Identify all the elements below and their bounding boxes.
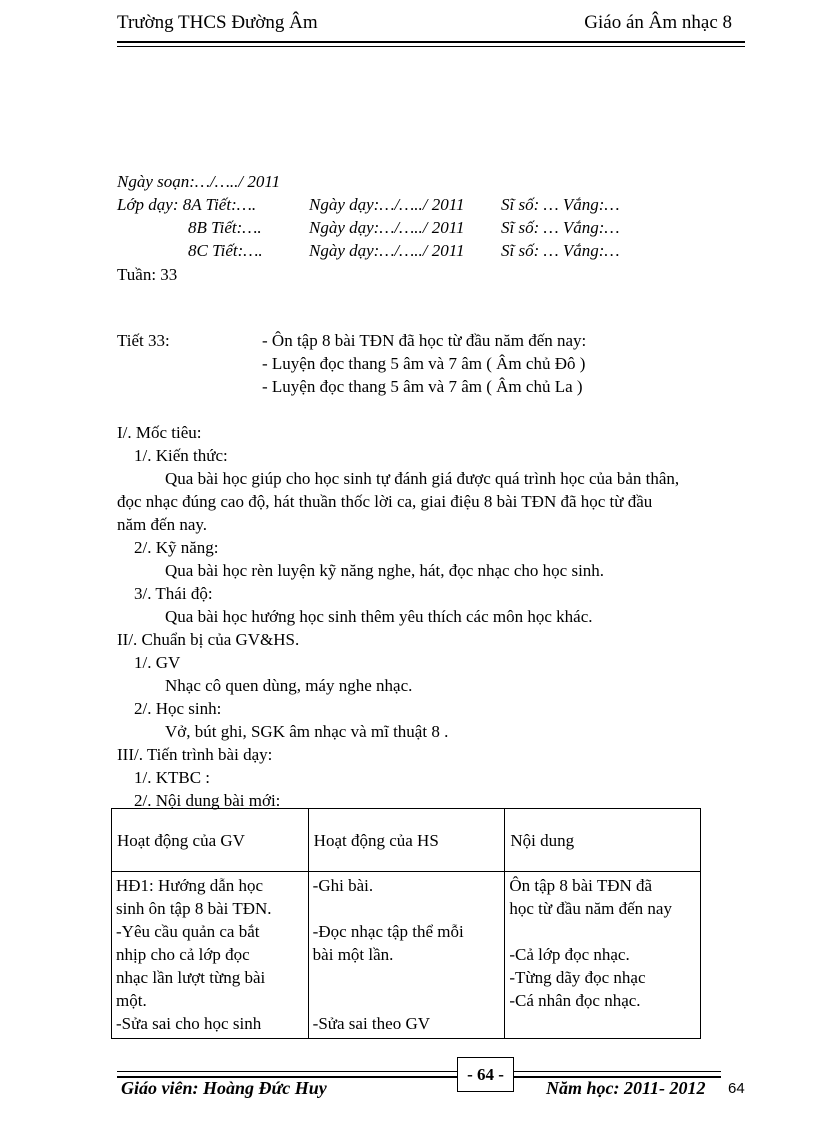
content-line: -Cá nhân đọc nhạc. bbox=[509, 991, 641, 1010]
table-header-gv: Hoạt động của GV bbox=[112, 809, 309, 872]
preparation-heading: II/. Chuẩn bị của GV&HS. bbox=[117, 630, 300, 649]
content-line: học từ đầu năm đến nay bbox=[509, 899, 672, 918]
table-header-content: Nội dung bbox=[505, 809, 701, 872]
teacher-prep-heading: 1/. GV bbox=[134, 653, 181, 672]
footer-rule-thin bbox=[117, 1071, 721, 1072]
footer-teacher: Giáo viên: Hoàng Đức Huy bbox=[121, 1078, 327, 1098]
footer-page-number: 64 bbox=[728, 1080, 745, 1097]
student-prep-heading: 2/. Học sinh: bbox=[134, 699, 222, 718]
gv-line: -Sửa sai cho học sinh bbox=[116, 1014, 262, 1033]
table-cell-hs bbox=[308, 872, 505, 1039]
gv-line: nhạc lần lượt từng bài bbox=[116, 968, 266, 987]
table-cell-content bbox=[505, 872, 701, 1039]
date-prepared: Ngày soạn:…/…../ 2011 bbox=[117, 172, 281, 191]
hs-line: bài một lần. bbox=[312, 945, 394, 964]
knowledge-text-line: năm đến nay. bbox=[117, 515, 208, 534]
gv-line: HĐ1: Hướng dẫn học bbox=[116, 876, 264, 895]
teacher-prep-text: Nhạc cô quen dùng, máy nghe nhạc. bbox=[165, 676, 413, 695]
lesson-topic: - Luyện đọc thang 5 âm và 7 âm ( Âm chủ La ) bbox=[262, 377, 583, 396]
knowledge-text-line: Qua bài học giúp cho học sinh tự đánh giá được quá trình học của bản thân, bbox=[165, 469, 680, 488]
process-step-1: 1/. KTBC : bbox=[134, 768, 211, 787]
schedule-count-8b: Sĩ số: … Vắng:… bbox=[501, 218, 620, 237]
lesson-topic: - Ôn tập 8 bài TĐN đã học từ đầu năm đến nay: bbox=[262, 331, 587, 350]
gv-line: một. bbox=[116, 991, 147, 1010]
knowledge-heading: 1/. Kiến thức: bbox=[134, 446, 228, 465]
attitude-text: Qua bài học hướng học sinh thêm yêu thích các môn học khác. bbox=[165, 607, 593, 626]
schedule-date-8c: Ngày dạy:…/…../ 2011 bbox=[309, 241, 465, 260]
header-school: Trường THCS Đường Âm bbox=[117, 12, 318, 33]
knowledge-text-line: đọc nhạc đúng cao độ, hát thuần thốc lời ca, giai điệu 8 bài TĐN đã học từ đầu bbox=[117, 492, 653, 511]
table-cell-gv bbox=[112, 872, 309, 1039]
content-line: -Cả lớp đọc nhạc. bbox=[509, 945, 630, 964]
student-prep-text: Vở, bút ghi, SGK âm nhạc và mĩ thuật 8 . bbox=[165, 722, 449, 741]
content-line: Ôn tập 8 bài TĐN đã bbox=[509, 876, 653, 895]
header-subject: Giáo án Âm nhạc 8 bbox=[584, 12, 732, 33]
header-rule-thin bbox=[117, 46, 745, 47]
schedule-class-8a: Lớp dạy: 8A Tiết:…. bbox=[117, 195, 257, 214]
week-label: Tuần: 33 bbox=[117, 265, 178, 284]
lesson-label: Tiết 33: bbox=[117, 331, 170, 350]
schedule-count-8a: Sĩ số: … Vắng:… bbox=[501, 195, 620, 214]
gv-line: sinh ôn tập 8 bài TĐN. bbox=[116, 899, 272, 918]
skills-text: Qua bài học rèn luyện kỹ năng nghe, hát, đọc nhạc cho học sinh. bbox=[165, 561, 605, 580]
schedule-date-8a: Ngày dạy:…/…../ 2011 bbox=[309, 195, 465, 214]
hs-line: -Sửa sai theo GV bbox=[312, 1014, 431, 1033]
page-number-box: - 64 - bbox=[457, 1057, 514, 1092]
schedule-date-8b: Ngày dạy:…/…../ 2011 bbox=[309, 218, 465, 237]
objectives-heading: I/. Mốc tiêu: bbox=[117, 423, 202, 442]
gv-line: nhịp cho cả lớp đọc bbox=[116, 945, 250, 964]
table-header-hs: Hoạt động của HS bbox=[308, 809, 505, 872]
hs-line: -Ghi bài. bbox=[312, 876, 374, 895]
schedule-class-8c: 8C Tiết:…. bbox=[188, 241, 263, 260]
gv-line: -Yêu cầu quản ca bắt bbox=[116, 922, 260, 941]
footer-school-year: Năm học: 2011- 2012 bbox=[546, 1078, 706, 1098]
content-line: -Từng dãy đọc nhạc bbox=[509, 968, 646, 987]
schedule-count-8c: Sĩ số: … Vắng:… bbox=[501, 241, 620, 260]
lesson-topic: - Luyện đọc thang 5 âm và 7 âm ( Âm chủ Đô ) bbox=[262, 354, 586, 373]
hs-line: -Đọc nhạc tập thể mỗi bbox=[312, 922, 464, 941]
schedule-class-8b: 8B Tiết:…. bbox=[188, 218, 262, 237]
header-rule-thick bbox=[117, 41, 745, 43]
attitude-heading: 3/. Thái độ: bbox=[134, 584, 213, 603]
skills-heading: 2/. Kỹ năng: bbox=[134, 538, 219, 557]
process-heading: III/. Tiến trình bài dạy: bbox=[117, 745, 273, 764]
process-step-2: 2/. Nội dung bài mới: bbox=[134, 791, 281, 810]
activity-table bbox=[111, 808, 701, 1039]
